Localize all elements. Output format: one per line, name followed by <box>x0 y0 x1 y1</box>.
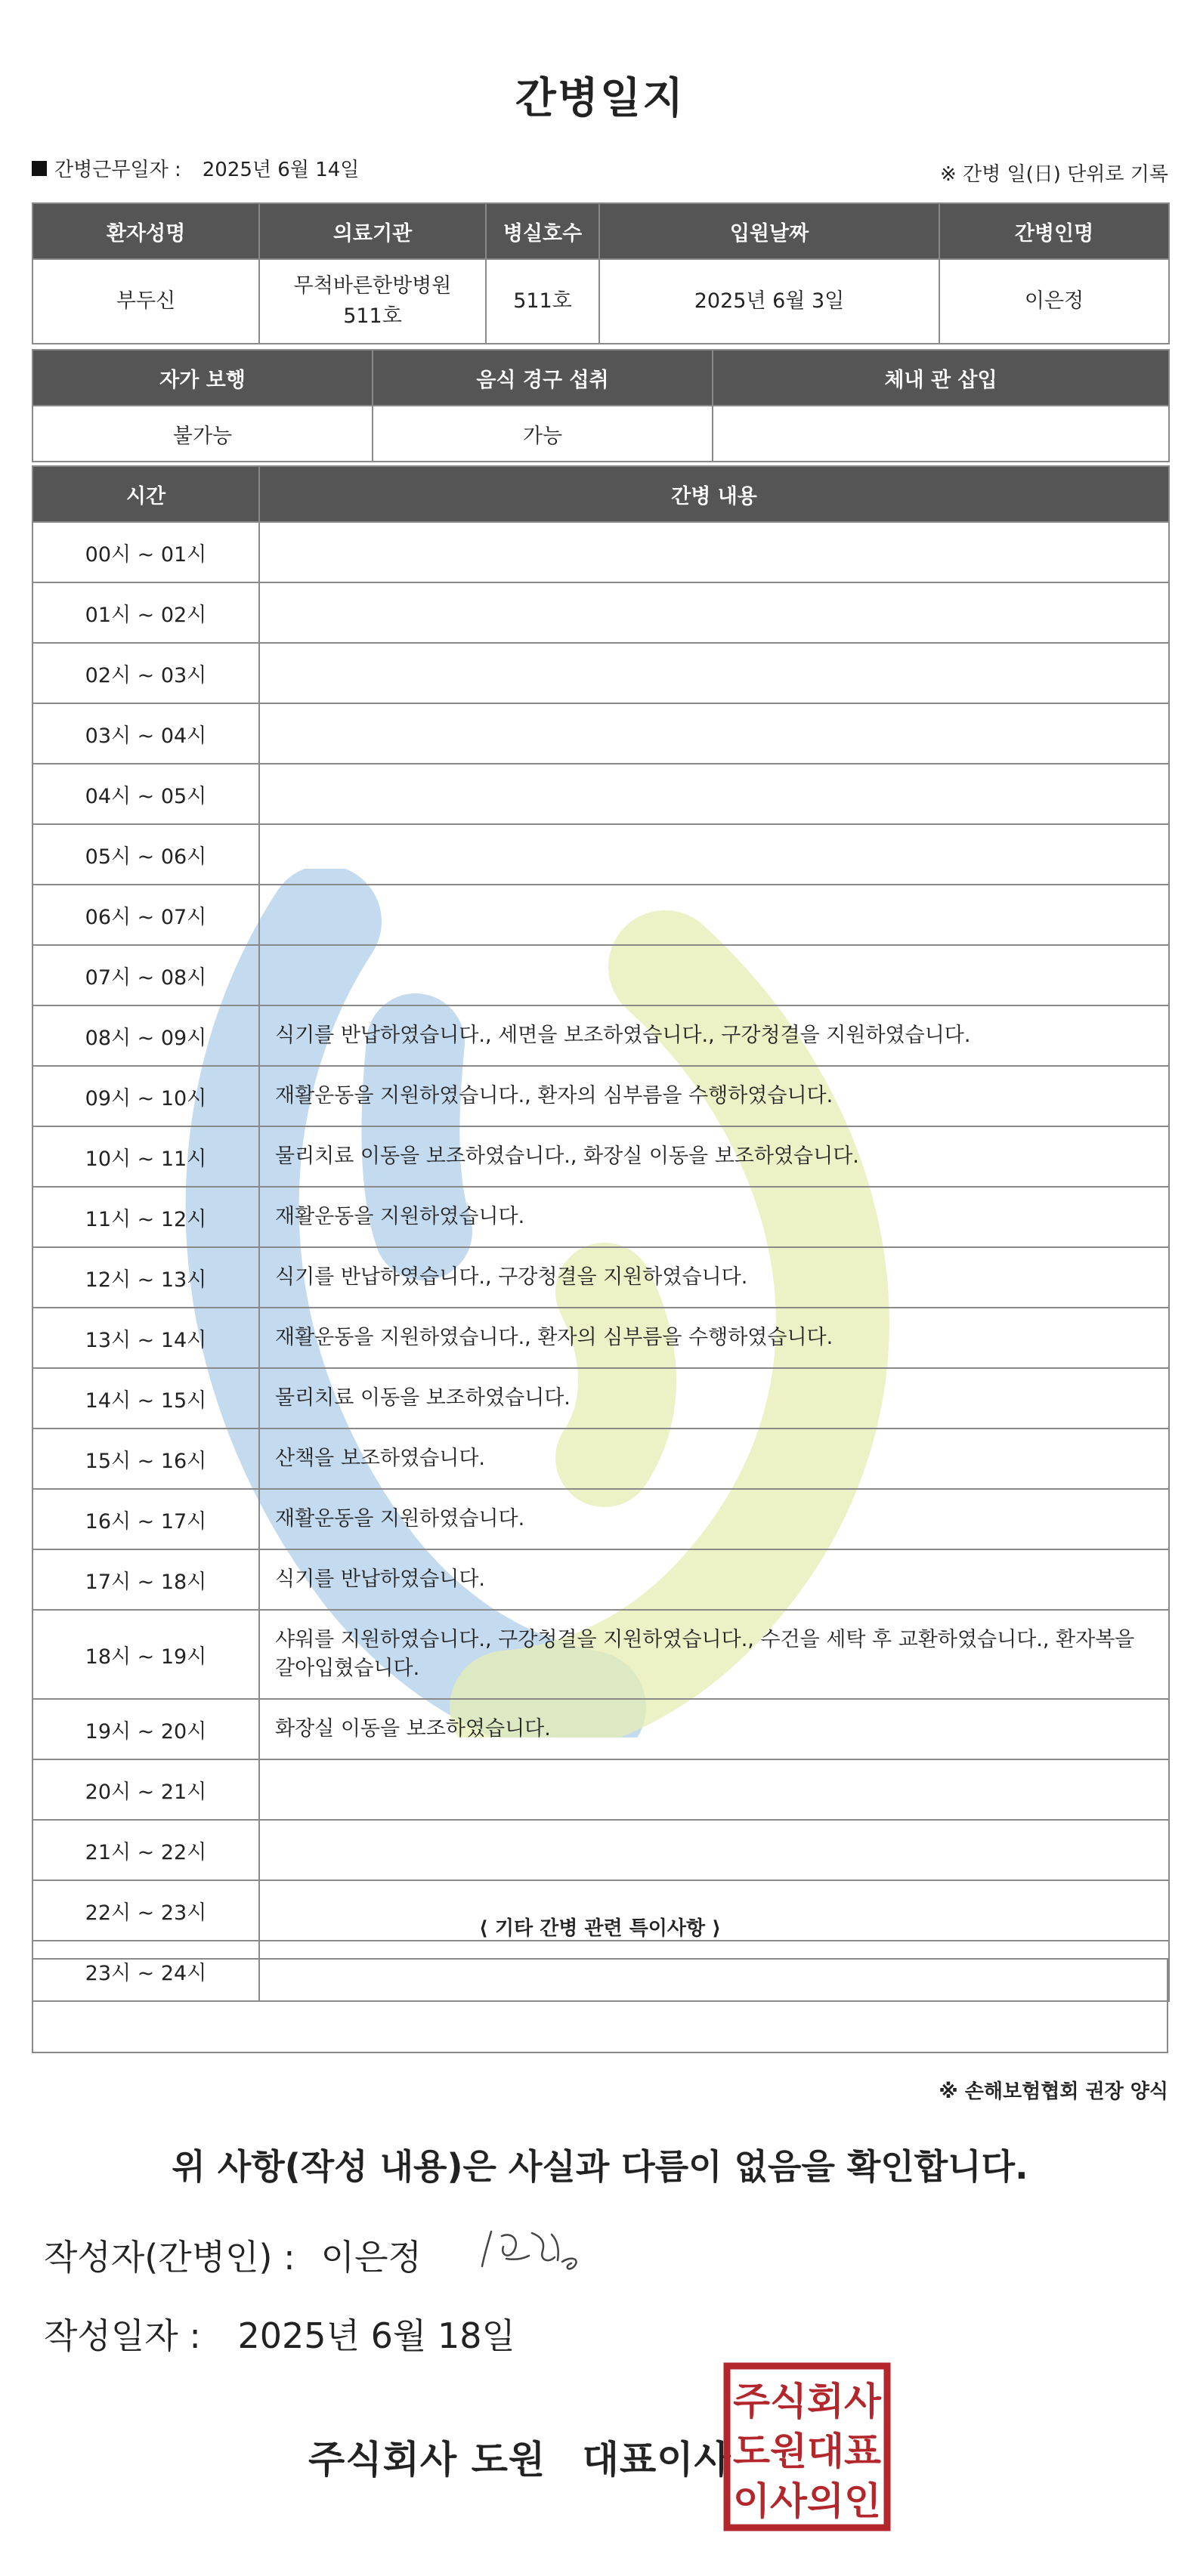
daily-record-note: ※ 간병 일(日) 단위로 기록 <box>939 163 1168 186</box>
handwritten-signature <box>473 2221 586 2281</box>
log-content <box>259 824 1169 885</box>
header-patient-name: 환자성명 <box>32 203 259 259</box>
header-care-content: 간병 내용 <box>259 466 1169 522</box>
log-time: 22시 ~ 23시 <box>32 1880 259 1941</box>
page-title: 간병일지 <box>515 74 685 123</box>
hospital-name: 무척바른한방병원 511호 <box>259 259 486 344</box>
admission-date: 2025년 6월 3일 <box>599 259 939 344</box>
log-time: 09시 ~ 10시 <box>32 1066 259 1126</box>
writer-line <box>44 2230 422 2280</box>
log-content: 산책을 보조하였습니다. <box>259 1429 1169 1489</box>
log-content: 식기를 반납하였습니다., 구강청결을 지원하였습니다. <box>259 1247 1169 1308</box>
log-time: 03시 ~ 04시 <box>32 703 259 764</box>
ceo-title: 대표이사 <box>582 2438 731 2482</box>
log-time: 21시 ~ 22시 <box>32 1820 259 1880</box>
log-row <box>32 1429 1169 1489</box>
log-row <box>32 1820 1169 1880</box>
log-content: 물리치료 이동을 보조하였습니다., 화장실 이동을 보조하였습니다. <box>259 1126 1169 1187</box>
log-row <box>32 764 1169 824</box>
log-row <box>32 1187 1169 1247</box>
company-seal-stamp <box>722 2361 892 2532</box>
care-log-table <box>32 465 1170 2002</box>
log-row <box>32 885 1169 945</box>
log-time: 13시 ~ 14시 <box>32 1308 259 1368</box>
work-date-label: 간병근무일자 : <box>54 159 181 181</box>
special-notes-box <box>32 1958 1168 2053</box>
log-time: 07시 ~ 08시 <box>32 945 259 1005</box>
write-date-line <box>44 2309 515 2358</box>
seal-text-line: 주식회사 <box>733 2380 882 2423</box>
log-content: 화장실 이동을 보조하였습니다. <box>259 1699 1169 1759</box>
log-row <box>32 1005 1169 1066</box>
log-row <box>32 703 1169 764</box>
header-time: 시간 <box>32 466 259 522</box>
log-time: 19시 ~ 20시 <box>32 1699 259 1759</box>
log-time: 12시 ~ 13시 <box>32 1247 259 1308</box>
work-date-line <box>32 154 359 182</box>
log-content: 재활운동을 지원하였습니다., 환자의 심부름을 수행하였습니다. <box>259 1308 1169 1368</box>
write-date-value: 2025년 6월 18일 <box>237 2315 515 2356</box>
seal-text-line: 도원대표 <box>733 2429 882 2473</box>
log-row <box>32 1489 1169 1549</box>
log-content <box>259 643 1169 703</box>
log-row <box>32 582 1169 643</box>
patient-info-table <box>32 202 1170 344</box>
log-content <box>259 1820 1169 1880</box>
header-caregiver-name: 간병인명 <box>939 203 1169 259</box>
log-content: 물리치료 이동을 보조하였습니다. <box>259 1368 1169 1429</box>
log-time: 06시 ~ 07시 <box>32 885 259 945</box>
company-signature-line <box>308 2429 731 2484</box>
work-date-value: 2025년 6월 14일 <box>202 159 360 181</box>
writer-name: 이은정 <box>320 2237 422 2278</box>
log-row <box>32 1247 1169 1308</box>
header-oral-intake: 음식 경구 섭취 <box>373 350 713 406</box>
write-date-label: 작성일자 : <box>44 2315 201 2356</box>
log-time: 11시 ~ 12시 <box>32 1187 259 1247</box>
log-time: 17시 ~ 18시 <box>32 1549 259 1610</box>
log-row <box>32 824 1169 885</box>
log-time: 15시 ~ 16시 <box>32 1429 259 1489</box>
log-content: 재활운동을 지원하였습니다. <box>259 1187 1169 1247</box>
header-room-number: 병실호수 <box>486 203 599 259</box>
log-time: 00시 ~ 01시 <box>32 522 259 582</box>
square-bullet-icon <box>32 161 47 176</box>
header-tube-insertion: 체내 관 삽입 <box>713 350 1169 406</box>
log-row <box>32 1368 1169 1429</box>
patient-status-table <box>32 349 1170 462</box>
log-content <box>259 885 1169 945</box>
form-source-note: ※ 손해보험협회 권장 양식 <box>939 2080 1168 2103</box>
log-content <box>259 945 1169 1005</box>
log-content: 재활운동을 지원하였습니다. <box>259 1489 1169 1549</box>
log-time: 16시 ~ 17시 <box>32 1489 259 1549</box>
log-content <box>259 522 1169 582</box>
header-self-walking: 자가 보행 <box>32 350 373 406</box>
log-row <box>32 1610 1169 1699</box>
log-content <box>259 764 1169 824</box>
caregiver-name: 이은정 <box>939 259 1169 344</box>
log-time: 20시 ~ 21시 <box>32 1759 259 1820</box>
log-row <box>32 1066 1169 1126</box>
log-time: 10시 ~ 11시 <box>32 1126 259 1187</box>
log-content <box>259 703 1169 764</box>
confirmation-statement: 위 사항(작성 내용)은 사실과 다름이 없음을 확인합니다. <box>172 2146 1028 2187</box>
log-content <box>259 582 1169 643</box>
seal-text-line: 이사의인 <box>733 2479 881 2523</box>
patient-name: 부두신 <box>32 259 259 344</box>
log-time: 18시 ~ 19시 <box>32 1610 259 1699</box>
writer-label: 작성자(간병인) : <box>44 2237 295 2278</box>
log-time: 02시 ~ 03시 <box>32 643 259 703</box>
header-admission-date: 입원날짜 <box>599 203 939 259</box>
log-row <box>32 1549 1169 1610</box>
oral-intake-value: 가능 <box>373 406 713 462</box>
log-content: 식기를 반납하였습니다., 세면을 보조하였습니다., 구강청결을 지원하였습니다. <box>259 1005 1169 1066</box>
log-content: 식기를 반납하였습니다. <box>259 1549 1169 1610</box>
log-time: 08시 ~ 09시 <box>32 1005 259 1066</box>
log-row <box>32 1759 1169 1820</box>
log-content: 재활운동을 지원하였습니다., 환자의 심부름을 수행하였습니다. <box>259 1066 1169 1126</box>
self-walking-value: 불가능 <box>32 406 373 462</box>
log-row <box>32 643 1169 703</box>
log-content <box>259 1759 1169 1820</box>
log-time: 14시 ~ 15시 <box>32 1368 259 1429</box>
log-time: 04시 ~ 05시 <box>32 764 259 824</box>
log-time: 05시 ~ 06시 <box>32 824 259 885</box>
log-row <box>32 1308 1169 1368</box>
log-time: 01시 ~ 02시 <box>32 582 259 643</box>
room-number: 511호 <box>486 259 599 344</box>
company-name: 주식회사 도원 <box>308 2438 546 2482</box>
special-notes-heading: ⟨ 기타 간병 관련 특이사항 ⟩ <box>478 1917 722 1940</box>
log-time: 23시 ~ 24시 <box>32 1941 259 2001</box>
log-row <box>32 1699 1169 1759</box>
header-hospital: 의료기관 <box>259 203 486 259</box>
log-row <box>32 522 1169 582</box>
tube-insertion-value <box>713 406 1169 462</box>
log-content: 샤워를 지원하였습니다., 구강청결을 지원하였습니다., 수건을 세탁 후 교환하였습니다., 환자복을 갈아입혔습니다. <box>259 1610 1169 1699</box>
log-row <box>32 945 1169 1005</box>
log-row <box>32 1126 1169 1187</box>
